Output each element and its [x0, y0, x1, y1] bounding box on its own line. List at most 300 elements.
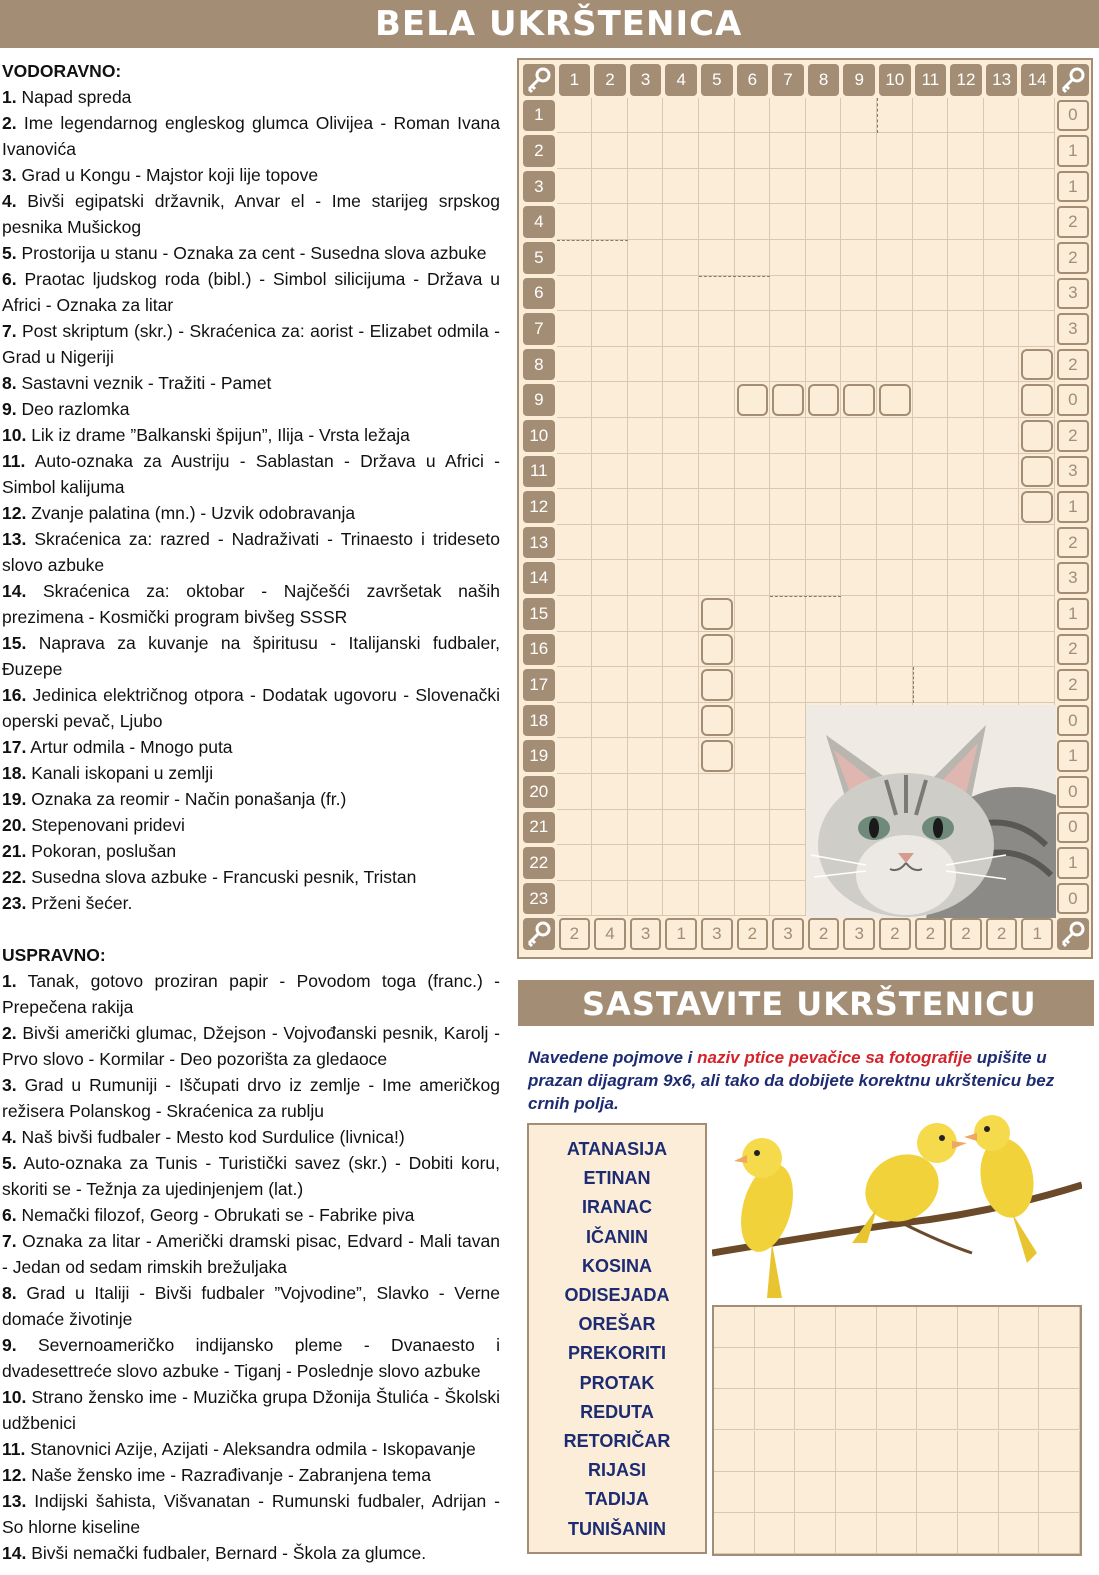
black-square-count-row: 3 [1057, 562, 1089, 594]
row-number: 11 [523, 456, 555, 488]
clue-number: 4. [2, 191, 17, 211]
grid-cell [770, 240, 806, 276]
clue-text: Ime legendarnog engleskog glumca Olivijea - Roman Ivana Ivanovića [2, 113, 500, 159]
grid-cell [913, 347, 949, 383]
uspravno-clue [2, 968, 500, 1020]
grid-cell [663, 204, 699, 240]
column-number: 10 [879, 64, 911, 96]
grid-cell [841, 632, 877, 668]
column-number: 4 [665, 64, 697, 96]
grid-cell [699, 489, 735, 525]
grid-cell [948, 667, 984, 703]
grid-cell [770, 738, 806, 774]
word-list-item: ODISEJADA [564, 1285, 670, 1305]
clue-number: 4. [2, 1127, 17, 1147]
row-number: 23 [523, 883, 555, 915]
grid-cell [877, 632, 913, 668]
grid-cell [735, 632, 771, 668]
row-number: 10 [523, 420, 555, 452]
grid-cell [592, 489, 628, 525]
clue-text: Indijski šahista, Višvanatan - Rumunski fudbaler, Adrijan - So hlorne kiseline [2, 1491, 500, 1537]
grid-cell [877, 525, 913, 561]
grid-cell [877, 240, 913, 276]
key-icon [1057, 918, 1089, 950]
black-square-count-row: 3 [1057, 456, 1089, 488]
vodoravno-header: VODORAVNO: [2, 61, 122, 81]
vodoravno-clue [2, 760, 500, 786]
clue-number: 6. [2, 269, 17, 289]
grid-cell [877, 204, 913, 240]
grid-cell [1019, 133, 1055, 169]
clue-text: Napad spreda [16, 87, 132, 107]
word-list-item: TADIJA [585, 1489, 649, 1510]
black-square-count-row: 1 [1057, 135, 1089, 167]
clue-number: 9. [2, 399, 17, 419]
clue-number: 10. [2, 425, 27, 445]
grid-cell [913, 276, 949, 312]
word-list-box [527, 1123, 707, 1554]
grid-cell [735, 347, 771, 383]
vodoravno-clue [2, 370, 500, 396]
grid-cell [735, 240, 771, 276]
empty-grid-cell [877, 1348, 918, 1389]
grid-cell [592, 276, 628, 312]
empty-grid-cell [917, 1348, 958, 1389]
row-number: 19 [523, 740, 555, 772]
grid-cell [557, 240, 593, 276]
black-square-count-row: 0 [1057, 812, 1089, 844]
grid-cell [770, 845, 806, 881]
empty-grid-cell [714, 1472, 755, 1513]
marked-cell [879, 384, 911, 416]
empty-grid-cell [795, 1348, 836, 1389]
word-list-item: IČANIN [586, 1226, 648, 1247]
black-square-count-row: 2 [1057, 527, 1089, 559]
clue-text: Skraćenica za: razred - Nadraživati - Trinaesto i trideseto slovo azbuke [2, 529, 500, 575]
grid-cell [592, 810, 628, 846]
vodoravno-clue [2, 682, 500, 734]
clue-text: Sastavni veznik - Tražiti - Pamet [16, 373, 272, 393]
grid-cell [557, 311, 593, 347]
black-square-count-column: 2 [808, 918, 840, 950]
grid-cell [628, 632, 664, 668]
empty-grid-cell [958, 1348, 999, 1389]
clue-number: 2. [2, 113, 17, 133]
black-square-count-column: 3 [630, 918, 662, 950]
grid-cell [735, 845, 771, 881]
grid-cell [663, 98, 699, 134]
black-square-count-row: 1 [1057, 740, 1089, 772]
grid-cell [984, 560, 1020, 596]
grid-cell [913, 418, 949, 454]
grid-cell [948, 560, 984, 596]
grid-cell [770, 418, 806, 454]
grid-cell [592, 560, 628, 596]
clue-text: Pokoran, poslušan [26, 841, 177, 861]
grid-cell [806, 454, 842, 490]
grid-cell [948, 489, 984, 525]
grid-cell [770, 667, 806, 703]
vodoravno-clue [2, 318, 500, 370]
black-square-count-column: 1 [665, 918, 697, 950]
grid-cell [984, 667, 1020, 703]
row-number: 21 [523, 812, 555, 844]
grid-cell [663, 738, 699, 774]
grid-cell [663, 347, 699, 383]
grid-cell [557, 382, 593, 418]
grid-cell [628, 738, 664, 774]
row-number: 22 [523, 847, 555, 879]
clue-number: 5. [2, 1153, 17, 1173]
grid-cell [770, 311, 806, 347]
clue-text: Jedinica električnog otpora - Dodatak ugovoru - Slovenački operski pevač, Ljubo [2, 685, 500, 731]
empty-grid-cell [958, 1389, 999, 1430]
vodoravno-list [2, 84, 500, 916]
grid-cell [913, 240, 949, 276]
grid-cell [592, 454, 628, 490]
grid-cell [913, 560, 949, 596]
grid-cell [1019, 667, 1055, 703]
clue-text: Prženi šećer. [26, 893, 133, 913]
column-number: 11 [915, 64, 947, 96]
empty-grid-cell [836, 1307, 877, 1348]
grid-cell [1019, 560, 1055, 596]
word-list-item: TUNIŠANIN [568, 1518, 666, 1539]
grid-cell [806, 311, 842, 347]
clue-number: 22. [2, 867, 27, 887]
grid-cell [841, 454, 877, 490]
grid-cell [770, 204, 806, 240]
uspravno-clue [2, 1072, 500, 1124]
grid-cell [628, 489, 664, 525]
empty-grid-cell [877, 1431, 918, 1472]
vodoravno-clue [2, 734, 500, 760]
grid-cell [770, 560, 806, 596]
grid-cell [770, 454, 806, 490]
grid-cell [913, 525, 949, 561]
grid-cell [735, 454, 771, 490]
clue-text: Susedna slova azbuke - Francuski pesnik, Tristan [26, 867, 417, 887]
grid-cell [699, 774, 735, 810]
grid-cell [592, 240, 628, 276]
empty-grid-cell [836, 1513, 877, 1554]
clues-column [2, 58, 500, 1566]
grid-cell [877, 596, 913, 632]
grid-cell [984, 418, 1020, 454]
grid-cell [877, 169, 913, 205]
grid-cell [841, 525, 877, 561]
row-number: 2 [523, 135, 555, 167]
column-number: 12 [950, 64, 982, 96]
grid-cell [592, 881, 628, 917]
grid-cell [984, 596, 1020, 632]
uspravno-clue [2, 1436, 500, 1462]
word-separator [913, 667, 914, 703]
black-square-count-column: 2 [986, 918, 1018, 950]
empty-grid-cell [999, 1348, 1040, 1389]
grid-cell [806, 133, 842, 169]
grid-cell [699, 347, 735, 383]
clue-text: Deo razlomka [16, 399, 130, 419]
marked-cell [701, 598, 733, 630]
grid-cell [806, 169, 842, 205]
grid-cell [557, 525, 593, 561]
grid-cell [913, 632, 949, 668]
grid-cell [663, 596, 699, 632]
grid-cell [557, 276, 593, 312]
grid-cell [699, 276, 735, 312]
grid-cell [770, 632, 806, 668]
clue-text: Severnoameričko indijansko pleme - Dvanaesto i dvadesettreće slovo azbuke - Tiganj - Poslednje slovo azbuke [2, 1335, 500, 1381]
grid-cell [984, 204, 1020, 240]
clue-number: 1. [2, 87, 17, 107]
grid-cell [806, 347, 842, 383]
grid-cell [699, 810, 735, 846]
empty-grid-cell [795, 1513, 836, 1554]
grid-cell [806, 667, 842, 703]
grid-cell [877, 98, 913, 134]
grid-cell [628, 347, 664, 383]
grid-cell [877, 454, 913, 490]
grid-cell [699, 133, 735, 169]
black-square-count-row: 1 [1057, 598, 1089, 630]
grid-cell [663, 240, 699, 276]
clue-text: Stanovnici Azije, Azijati - Aleksandra odmila - Iskopavanje [25, 1439, 476, 1459]
grid-cell [628, 418, 664, 454]
grid-cell [592, 774, 628, 810]
grid-cell [913, 454, 949, 490]
grid-cell [984, 382, 1020, 418]
grid-cell [1019, 98, 1055, 134]
empty-grid-cell [755, 1431, 796, 1472]
clue-number: 2. [2, 1023, 17, 1043]
clue-number: 17. [2, 737, 27, 757]
empty-grid-cell [755, 1472, 796, 1513]
instruction-text-1: Navedene pojmove i [528, 1048, 698, 1067]
grid-cell [841, 347, 877, 383]
marked-cell [1021, 420, 1053, 452]
clue-text: Prostorija u stanu - Oznaka za cent - Susedna slova azbuke [16, 243, 487, 263]
grid-cell [592, 525, 628, 561]
clue-number: 8. [2, 373, 17, 393]
grid-cell [592, 738, 628, 774]
row-number: 15 [523, 598, 555, 630]
grid-cell [557, 204, 593, 240]
column-number: 7 [772, 64, 804, 96]
column-number: 1 [559, 64, 591, 96]
clue-number: 12. [2, 1465, 27, 1485]
row-number: 8 [523, 349, 555, 381]
empty-grid-cell [958, 1307, 999, 1348]
page-title: BELA UKRŠTENICA [375, 4, 743, 44]
clue-number: 21. [2, 841, 27, 861]
empty-grid-cell [877, 1389, 918, 1430]
uspravno-header: USPRAVNO: [2, 945, 106, 965]
grid-cell [806, 525, 842, 561]
black-square-count-column: 3 [843, 918, 875, 950]
grid-cell [841, 98, 877, 134]
vodoravno-clue [2, 448, 500, 500]
uspravno-clue [2, 1384, 500, 1436]
grid-cell [841, 240, 877, 276]
word-separator [770, 596, 841, 597]
grid-cell [877, 347, 913, 383]
grid-cell [735, 311, 771, 347]
black-square-count-column: 1 [1021, 918, 1053, 950]
marked-cell [772, 384, 804, 416]
empty-grid-cell [877, 1307, 918, 1348]
row-number: 9 [523, 384, 555, 416]
grid-cell [699, 98, 735, 134]
grid-cell [557, 169, 593, 205]
grid-cell [557, 489, 593, 525]
grid-cell [699, 881, 735, 917]
sastavite-title-bar [518, 980, 1094, 1026]
word-list-item: REDUTA [580, 1401, 654, 1422]
clue-number: 11. [2, 1439, 26, 1459]
empty-grid-cell [1039, 1307, 1080, 1348]
grid-cell [735, 525, 771, 561]
clue-text: Naprava za kuvanje na špiritusu - Italijanski fudbaler, Đuzepe [2, 633, 500, 679]
grid-cell [806, 240, 842, 276]
clue-number: 9. [2, 1335, 17, 1355]
vodoravno-clue [2, 110, 500, 162]
marked-cell [1021, 349, 1053, 381]
grid-cell [770, 525, 806, 561]
grid-cell [806, 98, 842, 134]
grid-cell [948, 169, 984, 205]
grid-cell [628, 382, 664, 418]
empty-grid-cell [1039, 1513, 1080, 1554]
grid-cell [735, 98, 771, 134]
grid-cell [948, 347, 984, 383]
grid-cell [592, 596, 628, 632]
grid-cell [663, 454, 699, 490]
clue-text: Naš bivši fudbaler - Mesto kod Surdulice (livnica!) [16, 1127, 405, 1147]
grid-cell [592, 169, 628, 205]
black-square-count-row: 3 [1057, 313, 1089, 345]
grid-cell [770, 489, 806, 525]
clue-number: 15. [2, 633, 27, 653]
empty-grid-cell [836, 1472, 877, 1513]
empty-grid-cell [1039, 1431, 1080, 1472]
grid-cell [948, 240, 984, 276]
grid-cell [841, 133, 877, 169]
black-square-count-row: 0 [1057, 100, 1089, 132]
empty-grid-cell [1039, 1389, 1080, 1430]
clue-number: 13. [2, 1491, 27, 1511]
grid-cell [806, 596, 842, 632]
marked-cell [1021, 384, 1053, 416]
grid-cell [984, 347, 1020, 383]
uspravno-clue [2, 1540, 500, 1566]
black-square-count-row: 1 [1057, 171, 1089, 203]
empty-grid-cell [755, 1389, 796, 1430]
uspravno-clue [2, 1020, 500, 1072]
grid-cell [592, 98, 628, 134]
clue-number: 7. [2, 1231, 17, 1251]
vodoravno-clue [2, 838, 500, 864]
word-list-item: RETORIČAR [563, 1431, 671, 1451]
black-square-count-row: 1 [1057, 491, 1089, 523]
row-number: 16 [523, 634, 555, 666]
grid-cell [592, 418, 628, 454]
grid-cell [735, 418, 771, 454]
grid-cell [557, 560, 593, 596]
grid-cell [948, 525, 984, 561]
clue-number: 20. [2, 815, 27, 835]
grid-cell [628, 98, 664, 134]
clue-number: 13. [2, 529, 27, 549]
grid-cell [770, 276, 806, 312]
empty-grid-cell [714, 1307, 755, 1348]
clue-number: 12. [2, 503, 27, 523]
grid-cell [1019, 204, 1055, 240]
clue-number: 18. [2, 763, 27, 783]
clue-text: Oznaka za litar - Američki dramski pisac, Edvard - Mali tavan - Jedan od sedam rimskih brežuljaka [2, 1231, 500, 1277]
clue-number: 23. [2, 893, 27, 913]
grid-cell [770, 98, 806, 134]
grid-cell [592, 347, 628, 383]
clue-text: Naše žensko ime - Razrađivanje - Zabranjena tema [26, 1465, 431, 1485]
clue-number: 5. [2, 243, 17, 263]
clue-text: Bivši nemački fudbaler, Bernard - Škola za glumce. [26, 1543, 427, 1563]
grid-cell [841, 560, 877, 596]
vodoravno-clue [2, 188, 500, 240]
grid-cell [557, 738, 593, 774]
grid-cell [877, 418, 913, 454]
key-icon [1057, 64, 1089, 96]
grid-cell [984, 489, 1020, 525]
grid-cell [628, 204, 664, 240]
grid-cell [913, 311, 949, 347]
black-square-count-row: 2 [1057, 206, 1089, 238]
grid-cell [628, 525, 664, 561]
empty-grid-cell [877, 1472, 918, 1513]
grid-cell [948, 382, 984, 418]
black-square-count-column: 2 [879, 918, 911, 950]
grid-cell [663, 311, 699, 347]
marked-cell [701, 634, 733, 666]
row-number: 7 [523, 313, 555, 345]
grid-cell [592, 667, 628, 703]
column-number: 8 [808, 64, 840, 96]
marked-cell [737, 384, 769, 416]
vodoravno-clue [2, 84, 500, 110]
key-icon [523, 64, 555, 96]
marked-cell [701, 740, 733, 772]
grid-cell [806, 204, 842, 240]
cat-photo [806, 705, 1056, 918]
clue-number: 3. [2, 1075, 17, 1095]
grid-cell [628, 810, 664, 846]
grid-cell [877, 311, 913, 347]
clue-number: 7. [2, 321, 17, 341]
grid-cell [557, 596, 593, 632]
clue-text: Skraćenica za: oktobar - Najčešći završetak naših prezimena - Kosmički program bivšeg SSSR [2, 581, 500, 627]
clue-text: Kanali iskopani u zemlji [26, 763, 214, 783]
grid-cell [948, 596, 984, 632]
clue-text: Bivši američki glumac, Džejson - Vojvođanski pesnik, Karolj - Prvo slovo - Kormilar - Deo pozorišta za gledaoce [2, 1023, 500, 1069]
grid-cell [770, 810, 806, 846]
sastavite-title: SASTAVITE UKRŠTENICU [582, 985, 1037, 1023]
grid-cell [699, 525, 735, 561]
black-square-count-column: 2 [915, 918, 947, 950]
row-number: 3 [523, 171, 555, 203]
grid-cell [984, 133, 1020, 169]
grid-cell [735, 489, 771, 525]
grid-cell [663, 382, 699, 418]
